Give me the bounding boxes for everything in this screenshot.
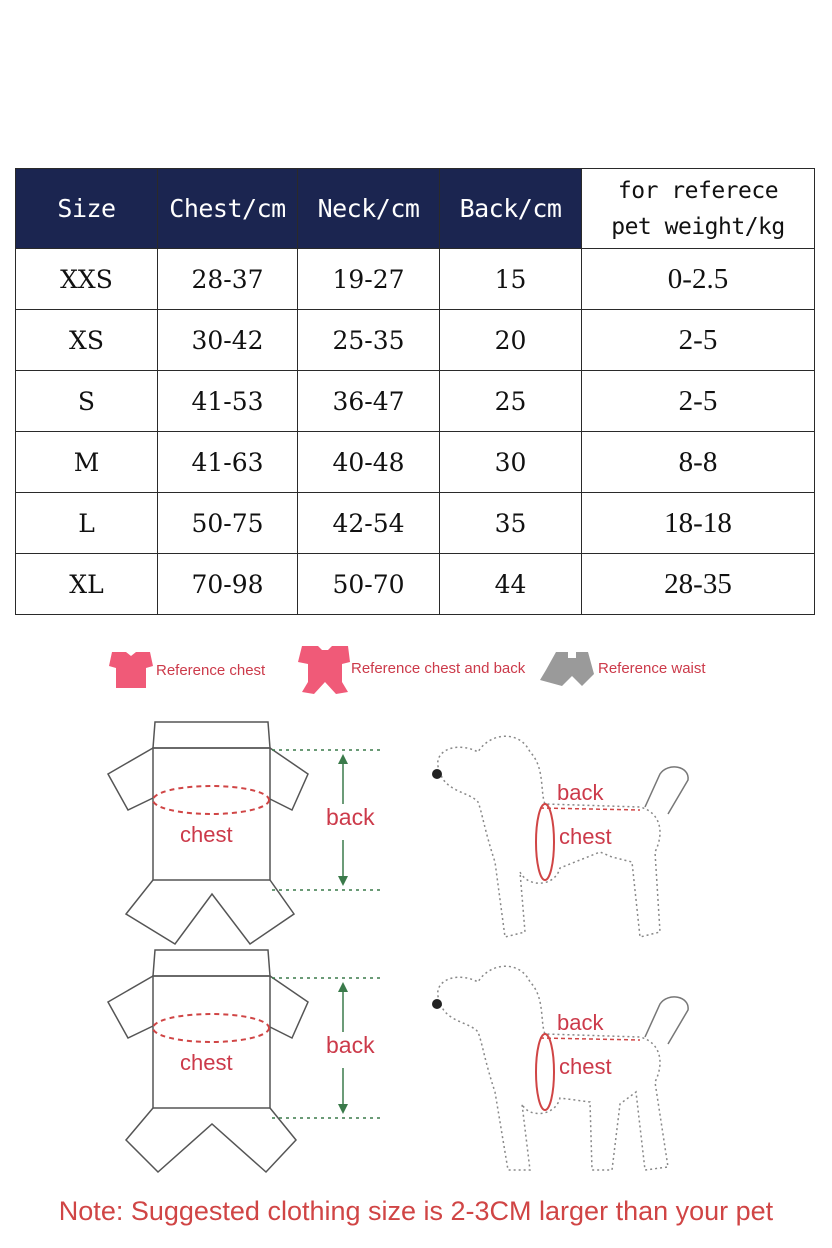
cell-neck: 42-54 [298, 493, 440, 554]
shirt-back-label: back [326, 804, 375, 830]
cell-chest: 30-42 [158, 310, 298, 371]
legend-waist-label: Reference waist [598, 660, 706, 677]
cell-neck: 25-35 [298, 310, 440, 371]
cell-weight: 18-18 [582, 493, 815, 554]
jumpsuit-back-label: back [326, 1032, 375, 1058]
dog2-back-label: back [557, 1010, 604, 1035]
dog-back-label: back [557, 780, 604, 805]
cell-neck: 50-70 [298, 554, 440, 615]
size-chart-table [15, 168, 815, 615]
jumpsuit-icon [298, 646, 350, 694]
header-weight-line1: for referece [617, 177, 779, 204]
table-row [16, 310, 815, 371]
size-note: Note: Suggested clothing size is 2-3CM larger than your pet [58, 1196, 774, 1226]
dog-chest-label: chest [559, 824, 612, 849]
header-size: Size [16, 169, 158, 249]
cell-chest: 41-63 [158, 432, 298, 493]
header-neck: Neck/cm [298, 169, 440, 249]
dog2-chest-label: chest [559, 1054, 612, 1079]
cell-weight: 2-5 [582, 371, 815, 432]
header-chest: Chest/cm [158, 169, 298, 249]
cell-chest: 41-53 [158, 371, 298, 432]
shirt-chest-icon [109, 652, 153, 688]
table-header-row [16, 169, 815, 249]
header-weight [582, 169, 815, 249]
shirt-chest-label: chest [180, 822, 233, 847]
jumpsuit-illustration [0, 942, 832, 1182]
cell-back: 35 [440, 493, 582, 554]
table-row [16, 432, 815, 493]
table-row [16, 249, 815, 310]
table-row [16, 371, 815, 432]
cell-size: XXS [16, 249, 158, 310]
cell-back: 15 [440, 249, 582, 310]
cell-size: XS [16, 310, 158, 371]
cell-chest: 28-37 [158, 249, 298, 310]
legend-chest-label: Reference chest [156, 662, 266, 679]
cell-back: 20 [440, 310, 582, 371]
cell-weight: 2-5 [582, 310, 815, 371]
legend-chest-back-label: Reference chest and back [351, 660, 526, 677]
table-row [16, 493, 815, 554]
cell-weight: 0-2.5 [582, 249, 815, 310]
cell-back: 44 [440, 554, 582, 615]
header-weight-line2: pet weight/kg [611, 213, 785, 240]
cell-back: 30 [440, 432, 582, 493]
cell-weight: 8-8 [582, 432, 815, 493]
legend [0, 640, 832, 700]
header-back: Back/cm [440, 169, 582, 249]
table-row [16, 554, 815, 615]
shirt-illustration [0, 712, 832, 952]
cell-neck: 36-47 [298, 371, 440, 432]
cell-neck: 40-48 [298, 432, 440, 493]
cell-back: 25 [440, 371, 582, 432]
cell-chest: 70-98 [158, 554, 298, 615]
jumpsuit-chest-label: chest [180, 1050, 233, 1075]
cell-size: XL [16, 554, 158, 615]
diagram-jumpsuit [0, 942, 832, 1182]
diagram-shirt [0, 712, 832, 952]
waist-harness-icon [540, 652, 594, 686]
cell-size: S [16, 371, 158, 432]
cell-chest: 50-75 [158, 493, 298, 554]
cell-size: L [16, 493, 158, 554]
cell-weight: 28-35 [582, 554, 815, 615]
cell-size: M [16, 432, 158, 493]
cell-neck: 19-27 [298, 249, 440, 310]
